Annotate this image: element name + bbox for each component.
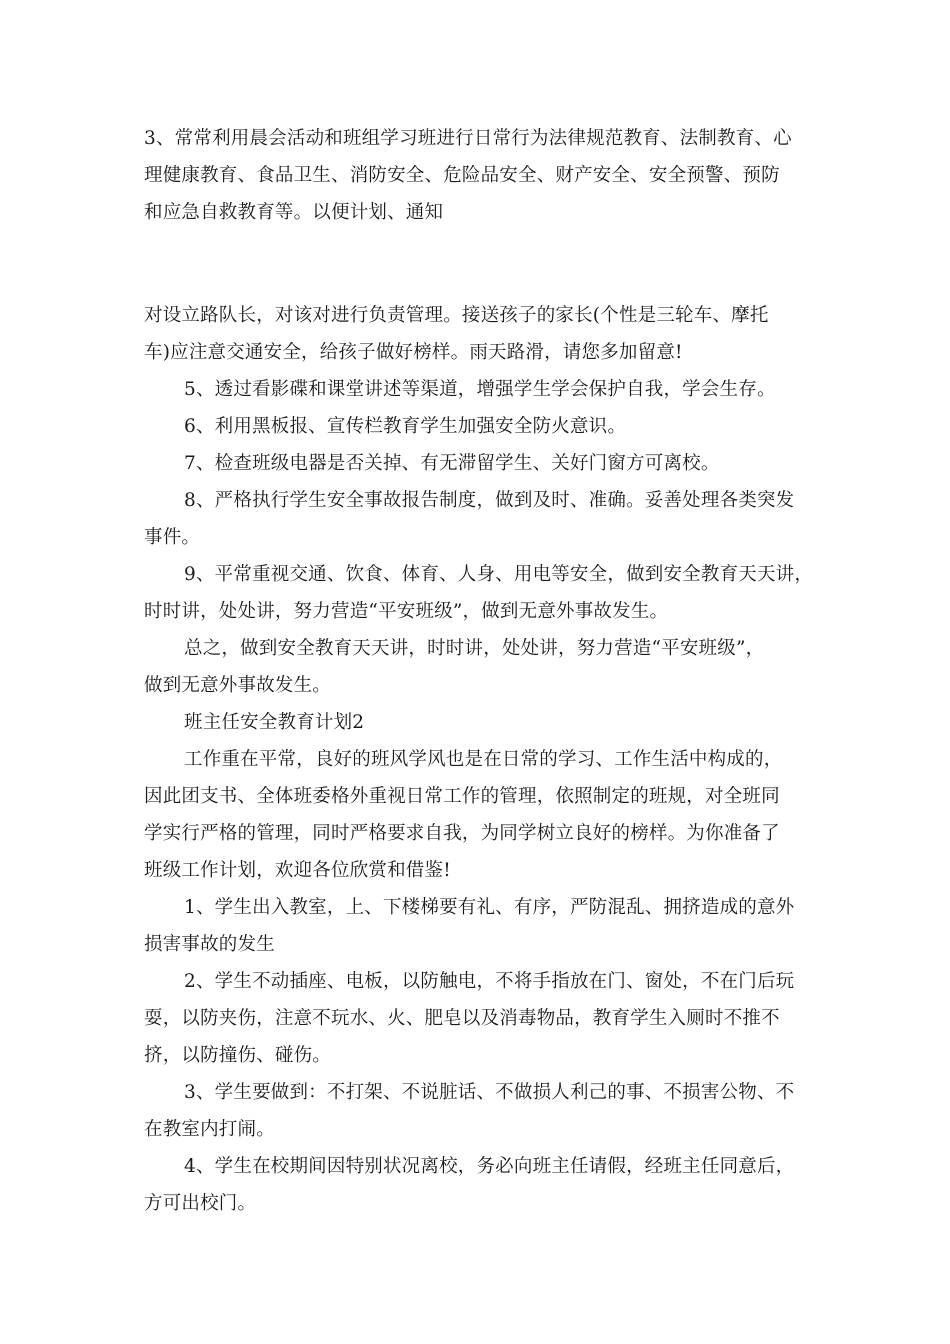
text-line: 4、学生在校期间因特别状况离校，务必向班主任请假，经班主任同意后， bbox=[184, 1156, 795, 1177]
text-line: 车)应注意交通安全，给孩子做好榜样。雨天路滑，请您多加留意! bbox=[144, 342, 683, 363]
text-line: 2、学生不动插座、电板，以防触电，不将手指放在门、窗处，不在门后玩 bbox=[184, 971, 795, 992]
text-line: 5、透过看影碟和课堂讲述等渠道，增强学生学会保护自我，学会生存。 bbox=[184, 379, 776, 400]
text-line: 耍，以防夹伤，注意不玩水、火、肥皂以及消毒物品，教育学生入厕时不推不 bbox=[144, 1008, 780, 1029]
text-line: 在教室内打闹。 bbox=[144, 1119, 275, 1140]
text-line: 挤，以防撞伤、碰伤。 bbox=[144, 1045, 332, 1066]
text-line: 6、利用黑板报、宣传栏教育学生加强安全防火意识。 bbox=[184, 416, 627, 437]
text-line: 3、常常利用晨会活动和班组学习班进行日常行为法律规范教育、法制教育、心 bbox=[144, 128, 792, 149]
text-line: 理健康教育、食品卫生、消防安全、危险品安全、财产安全、安全预警、预防 bbox=[144, 165, 780, 186]
text-line: 班级工作计划，欢迎各位欣赏和借鉴! bbox=[144, 860, 451, 881]
text-line: 班主任安全教育计划2 bbox=[184, 712, 365, 733]
text-line: 学实行严格的管理，同时严格要求自我，为同学树立良好的榜样。为你准备了 bbox=[144, 823, 780, 844]
text-line: 时时讲，处处讲，努力营造“平安班级”，做到无意外事故发生。 bbox=[144, 601, 669, 622]
text-line: 7、检查班级电器是否关掉、有无滞留学生、关好门窗方可离校。 bbox=[184, 453, 720, 474]
text-line: 损害事故的发生 bbox=[144, 934, 275, 955]
text-line: 对设立路队长，对该对进行负责管理。接送孩子的家长(个性是三轮车、摩托 bbox=[144, 305, 769, 326]
text-line: 因此团支书、全体班委格外重视日常工作的管理，依照制定的班规，对全班同 bbox=[144, 786, 780, 807]
text-line: 事件。 bbox=[144, 527, 201, 548]
text-line: 8、严格执行学生安全事故报告制度，做到及时、准确。妥善处理各类突发 bbox=[184, 490, 795, 511]
main-body bbox=[144, 297, 819, 1222]
text-line: 1、学生出入教室，上、下楼梯要有礼、有序，严防混乱、拥挤造成的意外 bbox=[184, 897, 795, 918]
text-line: 方可出校门。 bbox=[144, 1193, 257, 1214]
text-line: 9、平常重视交通、饮食、体育、人身、用电等安全，做到安全教育天天讲， bbox=[184, 564, 814, 585]
top-paragraph bbox=[144, 120, 819, 231]
text-line: 总之，做到安全教育天天讲，时时讲，处处讲，努力营造“平安班级”， bbox=[184, 638, 765, 659]
text-line: 工作重在平常，良好的班风学风也是在日常的学习、工作生活中构成的， bbox=[184, 749, 783, 770]
text-line: 做到无意外事故发生。 bbox=[144, 675, 332, 696]
text-line: 和应急自救教育等。以便计划、通知 bbox=[144, 202, 444, 223]
text-line: 3、学生要做到：不打架、不说脏话、不做损人利己的事、不损害公物、不 bbox=[184, 1082, 795, 1103]
